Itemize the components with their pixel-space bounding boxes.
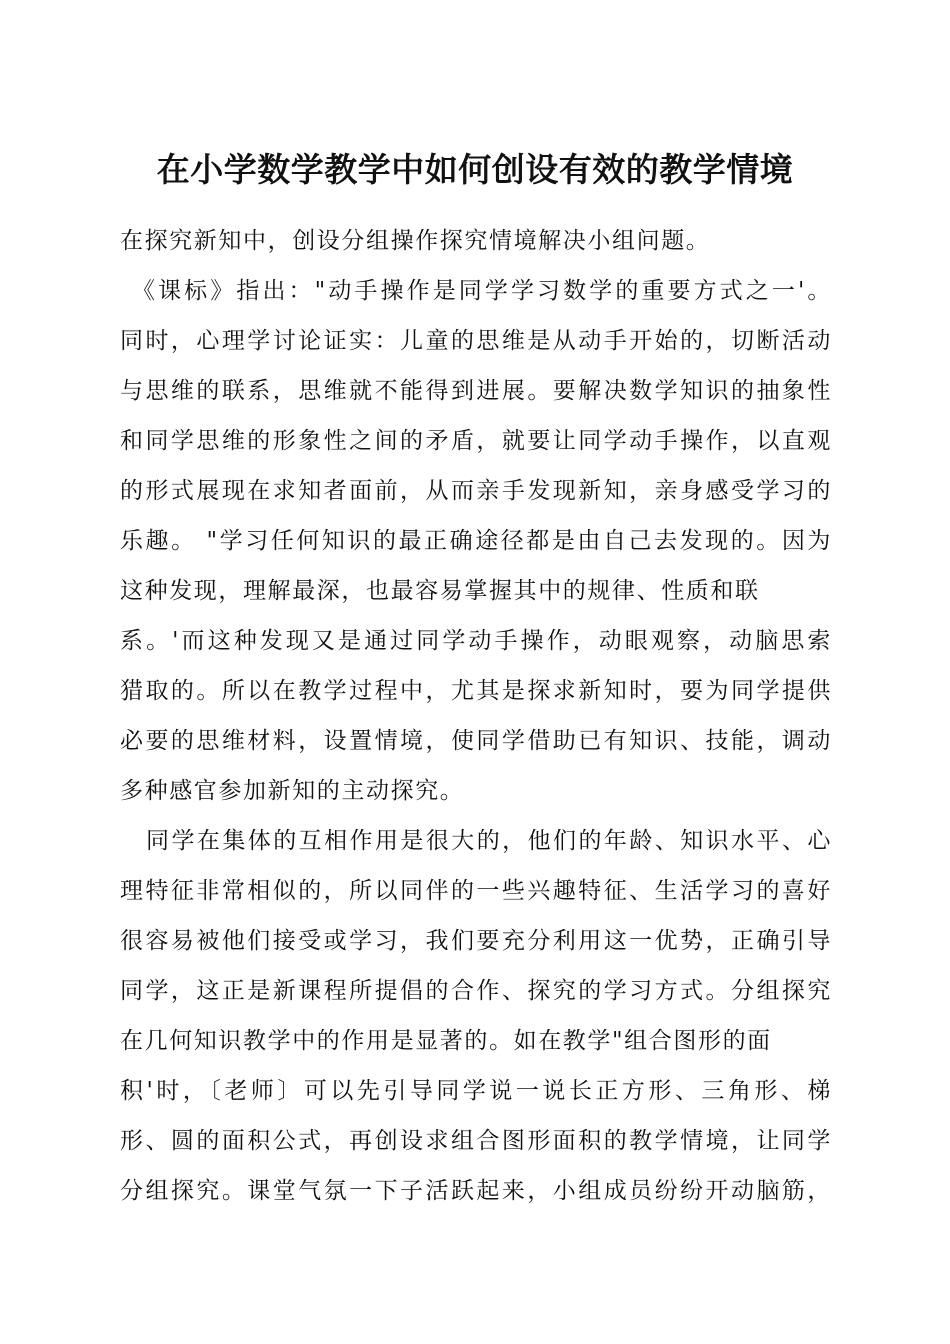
document-title: 在小学数学教学中如何创设有效的教学情境 xyxy=(156,150,794,189)
text-line: 在几何知识教学中的作用是显著的。如在教学"组合图形的面 xyxy=(120,1028,772,1054)
text-line: 《课标》指出："动手操作是同学学习数学的重要方式之一'。 xyxy=(132,278,832,304)
text-line: 积'时，〔老师〕可以先引导同学说一说长正方形、三角形、梯 xyxy=(120,1078,832,1104)
text-line: 分组探究。课堂气氛一下子活跃起来，小组成员纷纷开动脑筋， xyxy=(120,1178,832,1204)
text-line: 的形式展现在求知者面前，从而亲手发现新知，亲身感受学习的 xyxy=(120,478,832,504)
text-line: 形、圆的面积公式，再创设求组合图形面积的教学情境，让同学 xyxy=(120,1128,832,1154)
text-line: 同学在集体的互相作用是很大的，他们的年龄、知识水平、心 xyxy=(146,828,832,854)
text-line: 和同学思维的形象性之间的矛盾，就要让同学动手操作，以直观 xyxy=(120,428,832,454)
text-line: 很容易被他们接受或学习，我们要充分利用这一优势，正确引导 xyxy=(120,928,832,954)
text-line: 同时，心理学讨论证实：儿童的思维是从动手开始的，切断活动 xyxy=(120,328,832,354)
text-line: 猎取的。所以在教学过程中，尤其是探求新知时，要为同学提供 xyxy=(120,678,832,704)
text-line: 乐趣。 "学习任何知识的最正确途径都是由自己去发现的。因为 xyxy=(120,528,832,554)
text-line: 这种发现，理解最深，也最容易掌握其中的规律、性质和联 xyxy=(120,578,760,604)
text-line: 必要的思维材料，设置情境，使同学借助已有知识、技能，调动 xyxy=(120,728,832,754)
document-body xyxy=(120,216,832,1216)
text-line: 系。'而这种发现又是通过同学动手操作，动眼观察，动脑思索 xyxy=(120,628,832,654)
text-line: 在探究新知中，创设分组操作探究情境解决小组问题。 xyxy=(120,228,711,254)
text-line: 多种感官参加新知的主动探究。 xyxy=(120,778,465,804)
text-line: 同学，这正是新课程所提倡的合作、探究的学习方式。分组探究 xyxy=(120,978,832,1004)
text-line: 理特征非常相似的，所以同伴的一些兴趣特征、生活学习的喜好 xyxy=(120,878,832,904)
text-line: 与思维的联系，思维就不能得到进展。要解决数学知识的抽象性 xyxy=(120,378,832,404)
